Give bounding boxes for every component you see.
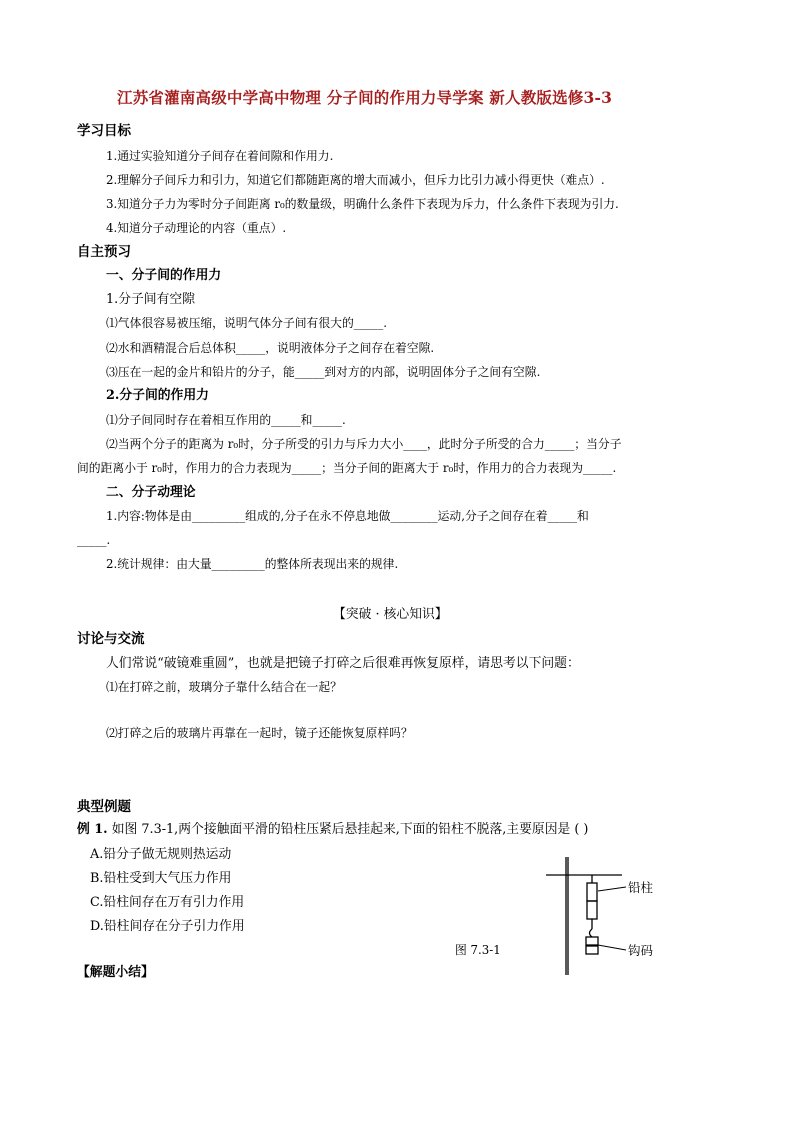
content-1-line-1: 1.内容:物体是由_________组成的,分子在永不停息地做________运动,分子之间存在着_____和 <box>106 509 589 523</box>
option-c: C.铅柱间存在万有引力作用 <box>90 895 245 910</box>
option-d: D.铅柱间存在分子引力作用 <box>90 919 245 934</box>
preview-heading: 自主预习 <box>77 244 131 260</box>
document-title: 江苏省灌南高级中学高中物理 分子间的作用力导学案 新人教版选修3-3 <box>117 88 613 107</box>
discussion-question-2: ⑵打碎之后的玻璃片再靠在一起时，镜子还能恢复原样吗？ <box>106 726 413 740</box>
example-1-question <box>77 824 588 837</box>
question-5-line-1: ⑵当两个分子的距离为 r₀时，分子所受的引力与斥力大小____，此时分子所受的合力_____；当分子 <box>106 437 622 451</box>
goals-heading: 学习目标 <box>77 123 131 139</box>
question-3: ⑶压在一起的金片和铅片的分子，能_____到对方的内部，说明固体分子之间有空隙. <box>106 365 541 379</box>
example-1-text: 如图 7.3-1,两个接触面平滑的铅柱压紧后悬挂起来,下面的铅柱不脱落,主要原因是 ( ) <box>111 822 589 837</box>
solution-summary-heading: 【解题小结】 <box>77 965 154 980</box>
example-1-label: 例 1. <box>77 822 108 837</box>
goal-item-1: 1.通过实验知道分子间存在着间隙和作用力. <box>106 149 334 163</box>
option-b: B.铅柱受到大气压力作用 <box>90 871 232 886</box>
subsection-2-title: 2.分子间的作用力 <box>106 388 209 403</box>
discussion-heading: 讨论与交流 <box>77 631 145 647</box>
discussion-intro: 人们常说“破镜难重圆”，也就是把镜子打碎之后很难再恢复原样，请思考以下问题： <box>106 656 580 671</box>
core-knowledge-banner: 【突破 · 核心知识】 <box>333 607 448 622</box>
weight-2 <box>586 946 598 954</box>
figure-caption: 图 7.3-1 <box>455 943 501 957</box>
goal-item-4: 4.知道分子动理论的内容（重点）. <box>106 221 287 235</box>
section-1-title: 一、分子间的作用力 <box>106 268 222 283</box>
leader-line-cylinder <box>598 887 626 891</box>
content-2: 2.统计规律：由大量_________的整体所表现出来的规律. <box>106 557 399 571</box>
goal-item-3: 3.知道分子力为零时分子间距离 r₀的数量级，明确什么条件下表现为斥力，什么条件下表现为引力. <box>106 197 619 211</box>
goal-item-2: 2.理解分子间斥力和引力，知道它们都随距离的增大而减小，但斥力比引力减小得更快（难点）. <box>106 173 605 187</box>
lead-cylinder-figure <box>540 855 680 985</box>
leader-line-weight <box>598 945 626 950</box>
option-a: A.铅分子做无规则热运动 <box>90 847 232 862</box>
hook <box>590 929 593 937</box>
lower-lead-cylinder <box>587 901 597 919</box>
question-1: ⑴气体很容易被压缩，说明气体分子间有很大的_____. <box>106 316 387 330</box>
discussion-question-1: ⑴在打碎之前，玻璃分子靠什么结合在一起？ <box>106 680 342 694</box>
content-1-line-2: _____. <box>77 533 111 547</box>
figure-label-weight: 钩码 <box>628 943 654 958</box>
subsection-1-title: 1.分子间有空隙 <box>106 292 195 307</box>
examples-heading: 典型例题 <box>77 799 131 815</box>
weight-1 <box>586 937 598 945</box>
question-4: ⑴分子间同时存在着相互作用的_____和_____. <box>106 413 346 427</box>
question-2: ⑵水和酒精混合后总体积_____，说明液体分子之间存在着空隙. <box>106 341 435 355</box>
section-2-title: 二、分子动理论 <box>106 485 196 500</box>
upper-lead-cylinder <box>587 883 597 901</box>
figure-label-cylinder: 铅柱 <box>628 880 654 895</box>
question-5-line-2: 间的距离小于 r₀时，作用力的合力表现为_____；当分子间的距离大于 r₀时，作用力的合力表现为_____. <box>77 461 617 475</box>
